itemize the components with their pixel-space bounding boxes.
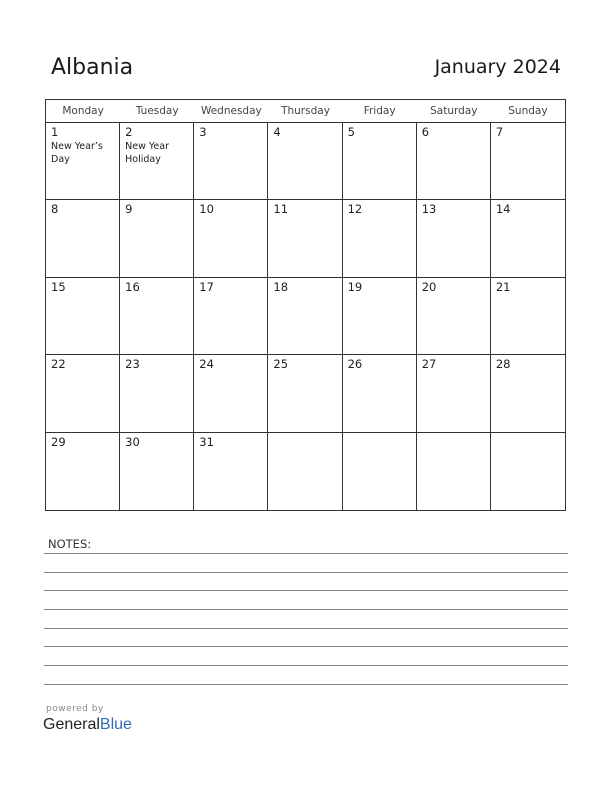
day-cell — [268, 355, 342, 432]
weekday-tuesday: Tuesday — [135, 105, 179, 117]
day-cell — [120, 278, 194, 355]
day-number: 10 — [199, 202, 214, 217]
day-number: 25 — [273, 357, 289, 372]
day-cell — [46, 278, 120, 355]
country-title: Albania — [51, 55, 134, 80]
weekday-sunday: Sunday — [508, 105, 548, 117]
day-number: 6 — [421, 125, 430, 139]
powered-by-text: powered by — [46, 704, 104, 714]
day-number: 3 — [199, 125, 207, 139]
day-number: 13 — [421, 202, 437, 217]
day-number: 26 — [347, 357, 363, 372]
day-number: 14 — [495, 202, 511, 217]
day-number: 28 — [495, 357, 511, 372]
notes-line — [44, 684, 568, 685]
day-cell — [491, 355, 565, 432]
day-number: 16 — [125, 279, 140, 294]
day-number: 15 — [51, 279, 66, 294]
day-cell — [194, 200, 268, 277]
day-number: 11 — [273, 202, 289, 217]
day-number: 18 — [273, 279, 289, 294]
day-number: 23 — [125, 357, 140, 372]
day-number: 5 — [347, 125, 355, 139]
day-number: 21 — [495, 279, 511, 294]
day-number: 1 — [51, 125, 59, 139]
weekday-monday: Monday — [62, 105, 104, 117]
day-cell — [120, 355, 194, 432]
notes-line — [44, 609, 568, 610]
brand-blue-text: Blue — [99, 716, 132, 733]
day-cell — [194, 123, 268, 200]
notes-label: NOTES: — [48, 537, 92, 551]
day-cell — [268, 200, 342, 277]
day-cell — [417, 355, 491, 432]
day-number: 19 — [347, 279, 363, 294]
day-cell — [343, 355, 417, 432]
day-cell — [491, 200, 565, 277]
weekday-friday: Friday — [363, 105, 396, 117]
day-cell — [417, 278, 491, 355]
day-number: 30 — [125, 434, 140, 449]
day-cell — [343, 433, 417, 510]
weekday-saturday: Saturday — [430, 105, 478, 117]
day-cell — [268, 433, 342, 510]
holiday-label: New Year’s Day — [51, 141, 103, 165]
day-number: 4 — [273, 125, 281, 139]
day-cell — [194, 433, 268, 510]
day-cell — [120, 433, 194, 510]
day-number: 24 — [199, 357, 214, 372]
day-number: 31 — [199, 434, 214, 449]
notes-line — [44, 572, 568, 573]
notes-line — [44, 628, 568, 629]
day-number: 8 — [51, 202, 59, 217]
day-cell — [417, 200, 491, 277]
month-year-title: January 2024 — [434, 56, 561, 78]
day-cell — [491, 433, 565, 510]
calendar-grid — [45, 99, 566, 511]
day-cell — [46, 123, 120, 200]
day-cell — [46, 200, 120, 277]
day-number: 20 — [421, 279, 437, 294]
day-cell — [120, 123, 194, 200]
day-number: 27 — [421, 357, 437, 372]
notes-line — [44, 646, 568, 647]
day-cell — [343, 123, 417, 200]
weekday-wednesday: Wednesday — [200, 105, 262, 117]
day-cell — [417, 433, 491, 510]
day-cell — [491, 278, 565, 355]
day-cell — [46, 433, 120, 510]
notes-line — [44, 665, 568, 666]
weekday-thursday: Thursday — [281, 105, 330, 117]
weekday-header-row — [46, 100, 565, 123]
day-number: 17 — [199, 279, 214, 294]
day-number: 7 — [495, 125, 504, 139]
day-number: 22 — [51, 357, 66, 372]
notes-line — [44, 590, 568, 591]
day-cells — [46, 123, 565, 510]
day-number: 12 — [347, 202, 363, 217]
brand-general-text: General — [43, 716, 100, 733]
day-number: 9 — [125, 202, 133, 217]
day-cell — [268, 123, 342, 200]
day-cell — [343, 200, 417, 277]
day-cell — [46, 355, 120, 432]
notes-line — [44, 553, 568, 554]
day-cell — [268, 278, 342, 355]
day-cell — [343, 278, 417, 355]
day-cell — [491, 123, 565, 200]
day-number: 2 — [125, 125, 133, 139]
holiday-label: New Year Holiday — [125, 141, 169, 165]
day-cell — [194, 355, 268, 432]
day-cell — [120, 200, 194, 277]
day-number: 29 — [51, 434, 66, 449]
day-cell — [417, 123, 491, 200]
day-cell — [194, 278, 268, 355]
generalblue-logo[interactable] — [43, 716, 132, 734]
